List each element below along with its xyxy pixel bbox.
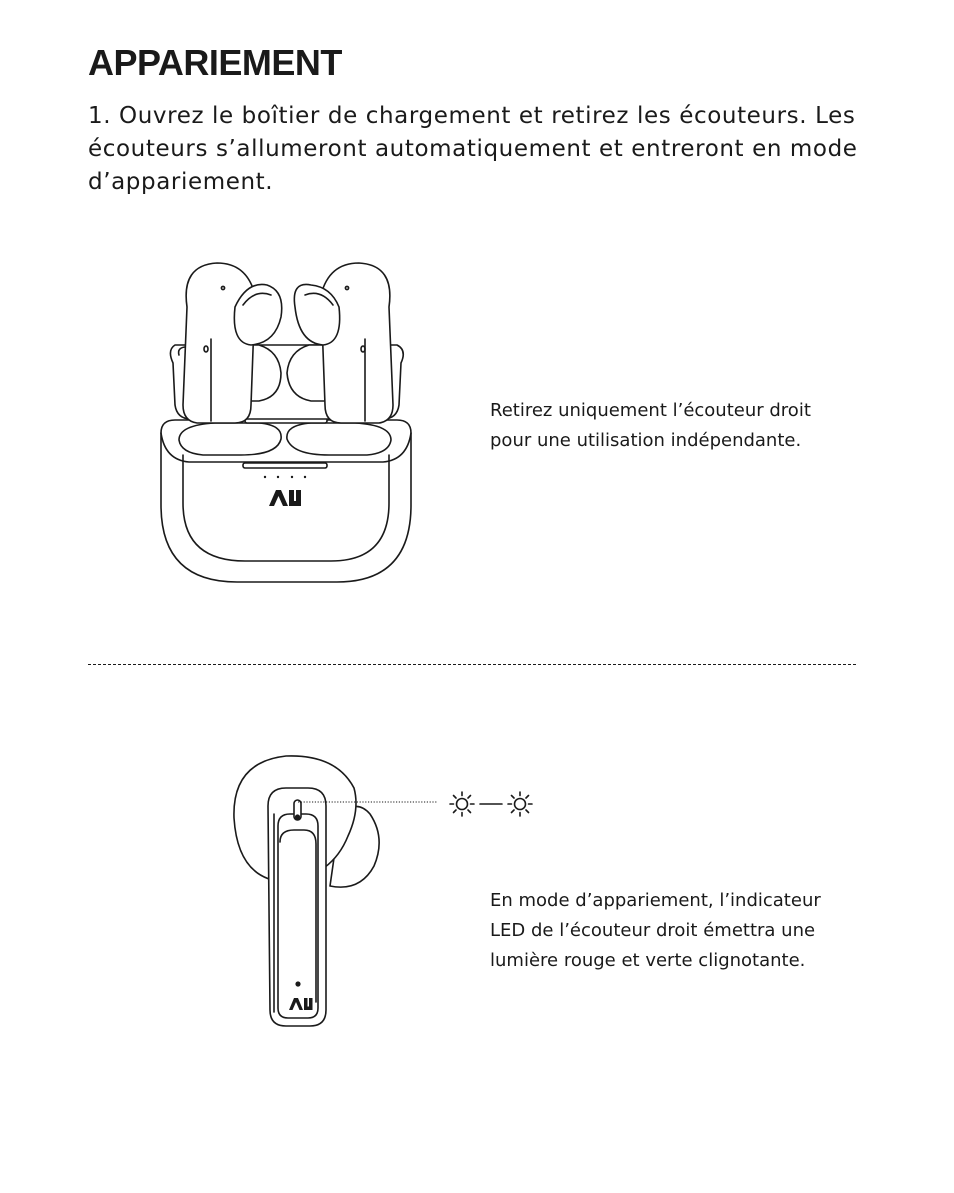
page-title: APPARIEMENT bbox=[88, 42, 342, 83]
section-divider bbox=[88, 664, 856, 665]
figure-2-caption: En mode d’appariement, l’indicateur LED de l’écouteur droit émettra une lumière rouge et verte clignotante. bbox=[490, 890, 821, 971]
light-blink-icon bbox=[508, 792, 532, 816]
step-1-text: 1. Ouvrez le boîtier de chargement et retirez les écouteurs. Les écouteurs s’allumeront automatiquement et entreront en mode d’appariement. bbox=[88, 103, 858, 195]
figure-1-caption: Retirez uniquement l’écouteur droit pour une utilisation indépendante. bbox=[490, 400, 811, 451]
light-blink-icon bbox=[450, 792, 474, 816]
charging-case-illustration bbox=[155, 255, 425, 590]
